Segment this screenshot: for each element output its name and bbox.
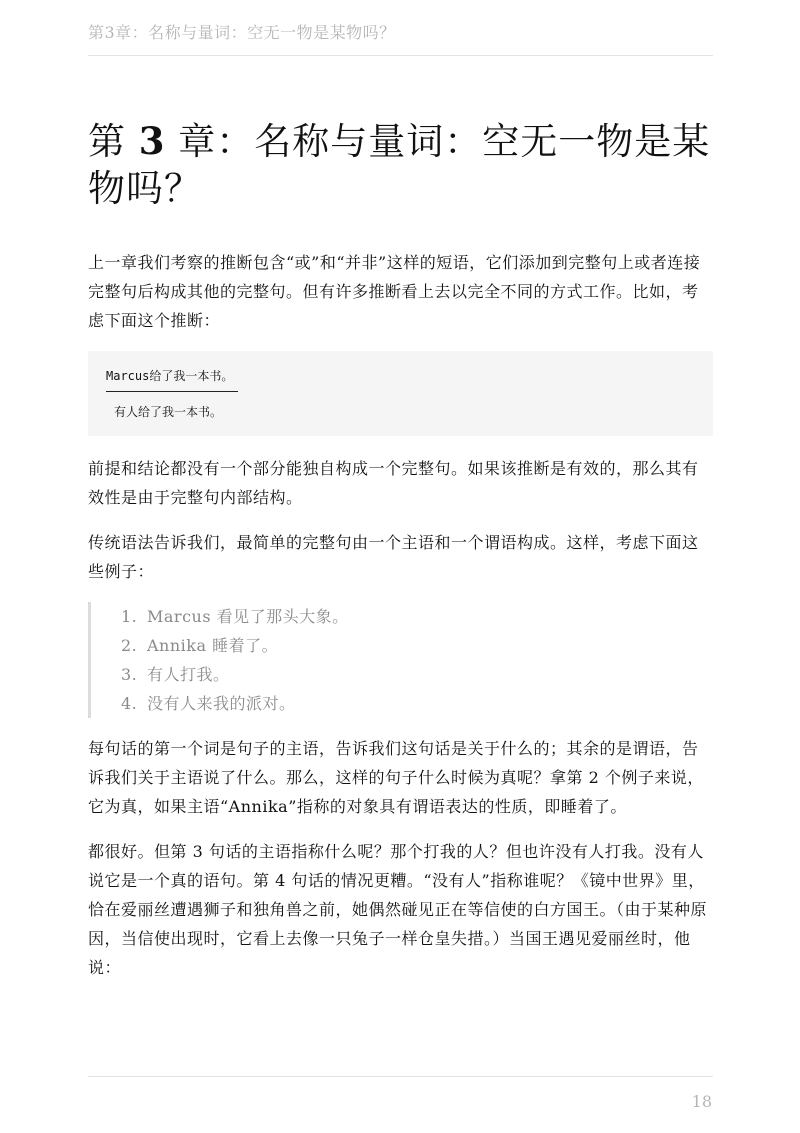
paragraph-intro: 上一章我们考察的推断包含“或”和“并非”这样的短语，它们添加到完整句上或者连接完整句后构成其他的完整句。但有许多推断看上去以完全不同的方式工作。比如，考虑下面这个推断： bbox=[88, 253, 701, 330]
paragraph-subject-predicate: 每句话的第一个词是句子的主语，告诉我们这句话是关于什么的；其余的是谓语，告诉我们关于主语说了什么。那么，这样的句子什么时候为真呢？拿第 2 个例子来说，它为真，如果主语“Annika”指称的对象具有谓语表达的性质，即睡着了。 bbox=[88, 739, 704, 816]
list-item-index: 2. bbox=[121, 636, 138, 655]
footer-divider bbox=[88, 1076, 713, 1077]
list-item bbox=[121, 631, 713, 660]
paragraph-alice: 都很好。但第 3 句话的主语指称什么呢？那个打我的人？但也许没有人打我。没有人说它是一个真的语句。第 4 句话的情况更糟。“没有人”指称谁呢？《镜中世界》里，恰在爱丽丝遭遇狮子和独角兽之前，她偶然碰见正在等信使的白方国王。（由于某种原因，当信使出现时，它看上去像一只兔子一样仓皇失措。）当国王遇见爱丽丝时，他说： bbox=[88, 842, 708, 977]
chapter-title bbox=[88, 118, 713, 212]
inference-divider bbox=[106, 391, 238, 392]
inference-premise: Marcus给了我一本书。 bbox=[106, 369, 234, 383]
list-item bbox=[121, 660, 713, 689]
list-item-text: 没有人来我的派对。 bbox=[147, 694, 296, 713]
inference-block bbox=[88, 351, 713, 436]
inference-conclusion: 有人给了我一本书。 bbox=[114, 405, 223, 419]
list-item-text: 有人打我。 bbox=[147, 665, 230, 684]
paragraph-premise-conclusion: 前提和结论都没有一个部分能独自构成一个完整句。如果该推断是有效的，那么其有效性是由于完整句内部结构。 bbox=[88, 459, 699, 507]
list-item bbox=[121, 602, 713, 631]
page-content bbox=[88, 118, 713, 998]
list-item bbox=[121, 689, 713, 718]
chapter-title-rest: 章：名称与量词：空无一物是某物吗？ bbox=[88, 120, 711, 210]
examples-list bbox=[88, 602, 713, 718]
list-item-text: Annika 睡着了。 bbox=[147, 636, 279, 655]
list-item-index: 3. bbox=[121, 665, 138, 684]
chapter-number: 3 bbox=[138, 119, 166, 163]
page-number: 18 bbox=[691, 1092, 712, 1111]
running-header: 第3章：名称与量词：空无一物是某物吗？ bbox=[88, 20, 713, 56]
list-item-index: 1. bbox=[121, 607, 138, 626]
chapter-title-prefix: 第 bbox=[88, 120, 139, 163]
list-item-text: Marcus 看见了那头大象。 bbox=[147, 607, 349, 626]
list-item-index: 4. bbox=[121, 694, 138, 713]
paragraph-grammar: 传统语法告诉我们，最简单的完整句由一个主语和一个谓语构成。这样，考虑下面这些例子： bbox=[88, 533, 699, 581]
